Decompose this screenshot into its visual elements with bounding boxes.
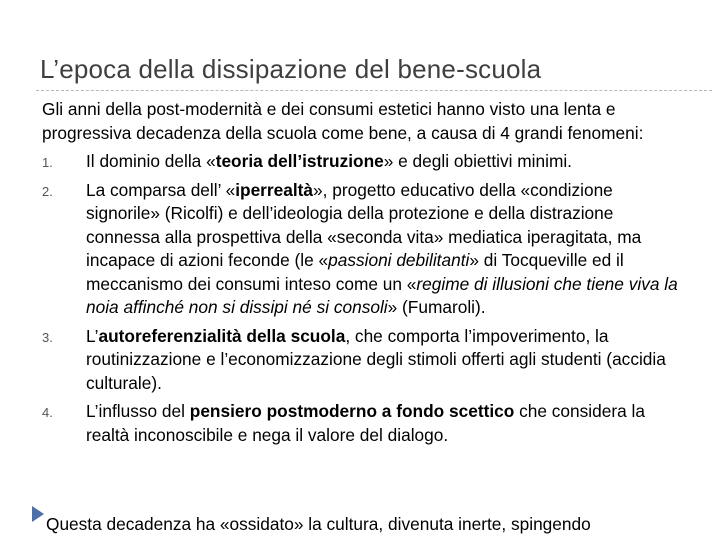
bullet-arrow-icon (32, 506, 44, 522)
closing-paragraph: Questa decadenza ha «ossidato» la cultura, divenuta inerte, spingendo (46, 514, 591, 534)
list-item-2: 2. La comparsa dell’ «iperrealtà», progetto educativo della «condizione signorile» (Ricolfi) e dell’ideologia della protezione e della distrazione connessa alla prospettiva della «seconda vita» mediatica iperagitata, ma incapace di azioni feconde (le «passioni debilitanti» di Tocqueville ed il meccanismo dei consumi inteso come un «regime di illusioni che tiene viva la noia affinché non si dissipi né si consoli» (Fumaroli). (42, 179, 678, 317)
bold-term: pensiero postmoderno a fondo scettico (189, 401, 515, 421)
bold-term: iperrealtà (235, 179, 314, 200)
list-number: 3. (42, 329, 53, 345)
phenomena-list (42, 150, 687, 447)
bold-term: teoria dell’istruzione (215, 151, 384, 171)
italic-quote: passioni debilitanti (328, 250, 470, 270)
title-divider (36, 90, 712, 91)
bold-term: autoreferenzialità della scuola (98, 325, 346, 346)
list-number: 2. (42, 183, 53, 199)
list-number: 4. (42, 405, 53, 420)
intro-paragraph: Gli anni della post-modernità e dei consumi estetici hanno visto una lenta e progressiva decadenza della scuola come bene, a causa di 4 grandi fenomeni: (42, 99, 644, 143)
list-item-4: 4. L’influsso del pensiero postmoderno a fondo scettico che considera la realtà inconoscibile e nega il valore del dialogo. (42, 401, 645, 445)
list-number: 1. (42, 155, 53, 170)
list-item-1: 1. Il dominio della «teoria dell’istruzione» e degli obiettivi minimi. (42, 150, 687, 174)
list-item-3: 3. L’autoreferenzialità della scuola, che comporta l’impoverimento, la routinizzazione e l’economizzazione degli stimoli offerti agli studenti (accidia culturale). (42, 325, 666, 393)
italic-quote: regime di illusioni che tiene viva la noia affinché non si dissipi né si consoli (86, 273, 678, 317)
slide-body (42, 98, 687, 452)
slide-title: L’epoca della dissipazione del bene-scuola (40, 54, 542, 84)
